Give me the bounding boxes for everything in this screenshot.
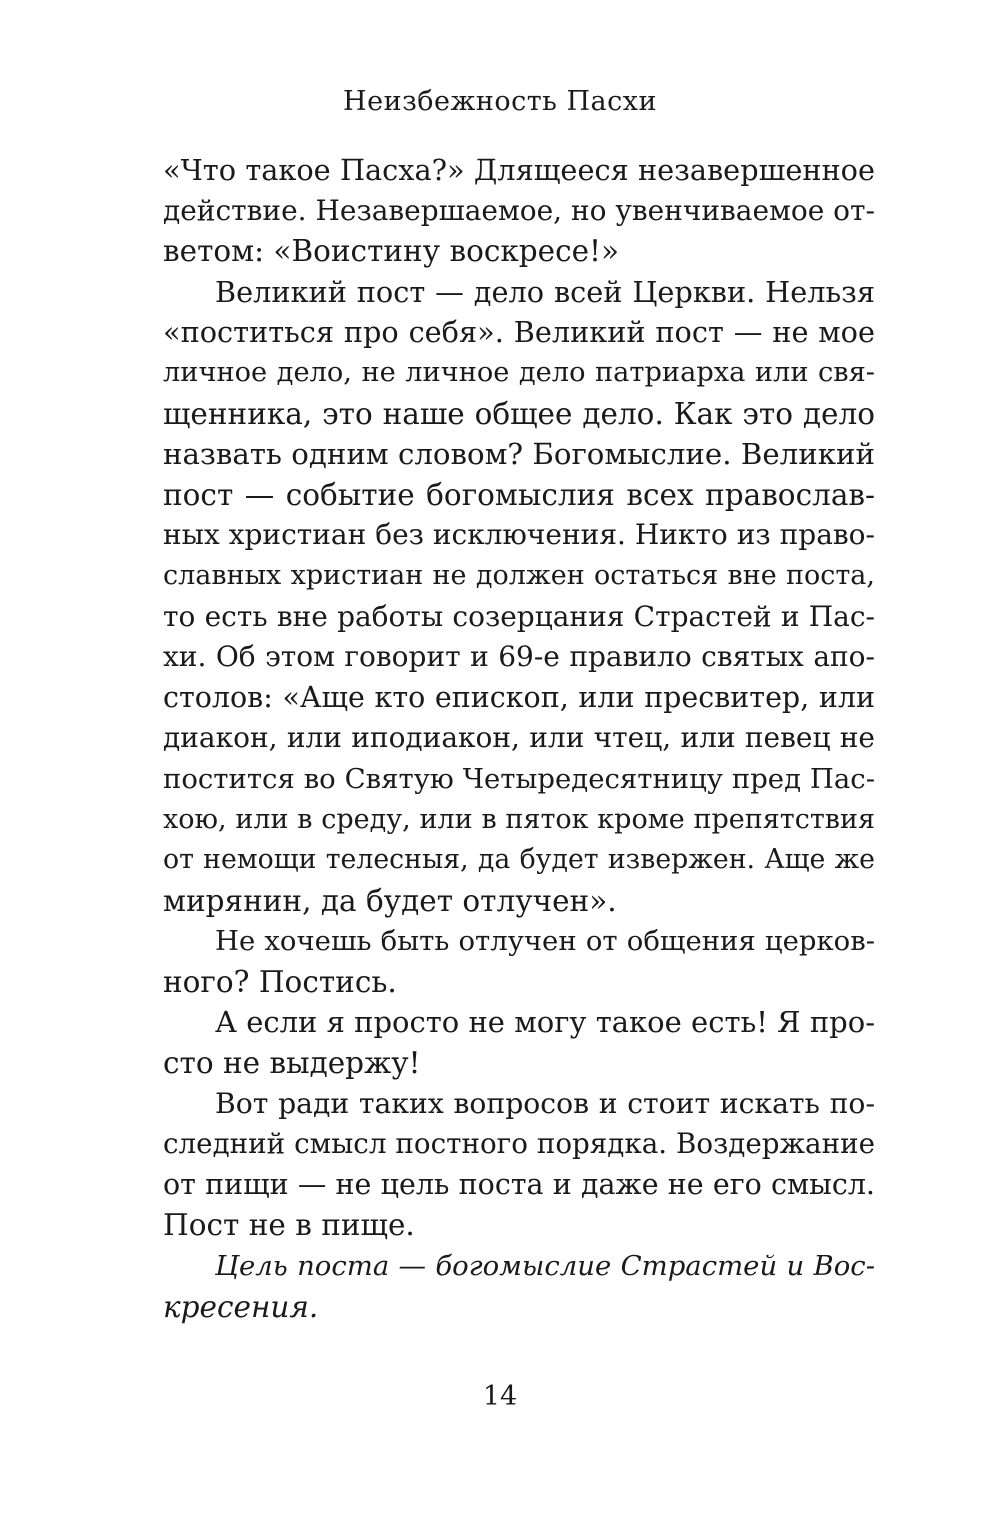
- text-line: хи. Об этом говорит и 69-е правило святых апо-: [163, 640, 875, 674]
- text-line: А если я просто не могу такое есть! Я про-: [215, 1005, 875, 1040]
- body-text: [163, 150, 875, 1327]
- text-line: «Что такое Пасха?» Длящееся незавершенное: [163, 153, 875, 187]
- text-line: ных христиан без исключения. Никто из право-: [163, 518, 875, 552]
- text-line: щенника, это наше общее дело. Как это дело: [163, 396, 875, 431]
- text-line: «поститься про себя». Великий пост — не мое: [163, 315, 875, 350]
- text-line: от пищи — не цель поста и даже не его смысл.: [163, 1167, 875, 1201]
- text-line: славных христиан не должен остаться вне поста,: [163, 559, 875, 591]
- text-line-emphasis: кресения.: [163, 1289, 319, 1324]
- text-line-emphasis: Цель поста — богомыслие Страстей и Вос-: [215, 1250, 875, 1283]
- text-line: действие. Незавершаемое, но увенчиваемое от-: [163, 193, 875, 227]
- text-line: Великий пост — дело всей Церкви. Нельзя: [215, 274, 875, 309]
- text-line: Не хочешь быть отлучен от общения церков-: [215, 925, 875, 958]
- text-line: диакон, или иподиакон, или чтец, или певец не: [163, 721, 875, 755]
- text-line: хою, или в среду, или в пяток кроме препятствия: [163, 803, 875, 835]
- text-line: мирянин, да будет отлучен».: [163, 883, 617, 918]
- text-line: назвать одним словом? Богомыслие. Великий: [163, 437, 875, 472]
- text-line: Вот ради таких вопросов и стоит искать по-: [215, 1086, 875, 1120]
- text-line: следний смысл постного порядка. Воздержание: [163, 1127, 875, 1161]
- text-line: пост — событие богомыслия всех православ-: [163, 477, 875, 512]
- text-line: сто не выдержу!: [163, 1046, 421, 1081]
- text-line: ного? Постись.: [163, 964, 397, 999]
- text-line: столов: «Аще кто епископ, или пресвитер, или: [163, 680, 875, 714]
- text-line: ветом: «Воистину воскресе!»: [163, 234, 620, 269]
- text-line: Пост не в пище.: [163, 1208, 415, 1243]
- text-line: от немощи телесныя, да будет извержен. Аще же: [163, 844, 875, 876]
- text-line: личное дело, не личное дело патриарха или свя-: [163, 356, 875, 388]
- text-line: то есть вне работы созерцания Страстей и Пас-: [163, 599, 875, 633]
- running-head: Неизбежность Пасхи: [343, 86, 657, 117]
- page-number: 14: [482, 1381, 518, 1412]
- text-line: постится во Святую Четыредесятницу пред Пас-: [163, 762, 875, 795]
